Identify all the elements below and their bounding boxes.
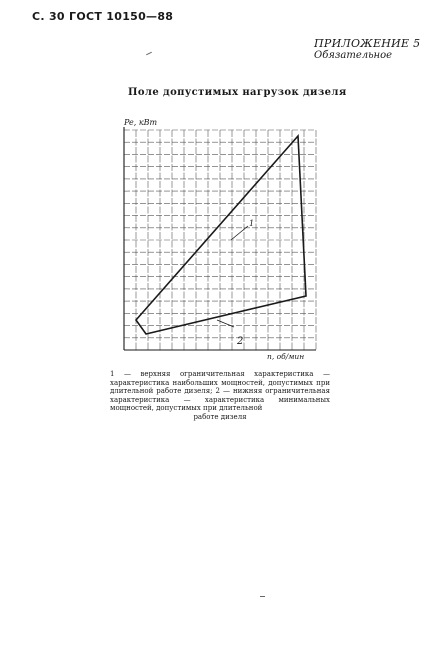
curve-label-1: 1 bbox=[249, 219, 255, 228]
figure-title: Поле допустимых нагрузок дизеля bbox=[128, 87, 347, 98]
y-axis-label: Pe, кВт bbox=[124, 118, 158, 127]
scan-mark bbox=[260, 596, 265, 597]
page-header: С. 30 ГОСТ 10150—88 bbox=[32, 10, 174, 23]
load-field-outline bbox=[136, 136, 306, 334]
x-axis-label: n, об/мин bbox=[267, 352, 305, 361]
leader-line-2 bbox=[217, 320, 234, 327]
figure-caption bbox=[110, 370, 330, 422]
curve-label-2: 2 bbox=[237, 336, 244, 347]
appendix-title: ПРИЛОЖЕНИЕ 5 bbox=[314, 37, 421, 50]
leader-line-1 bbox=[231, 226, 248, 240]
caption-last-line: работе дизеля bbox=[193, 412, 247, 421]
appendix-subtitle: Обязательное bbox=[314, 50, 393, 61]
caption-body: 1 — верхняя ограничительная характеристика — характеристика наибольших мощностей, допустимых при длительной работе дизеля; 2 — нижняя ограничительная характеристика — характеристика минимальных мощностей, допустимых при длительной bbox=[110, 370, 330, 413]
